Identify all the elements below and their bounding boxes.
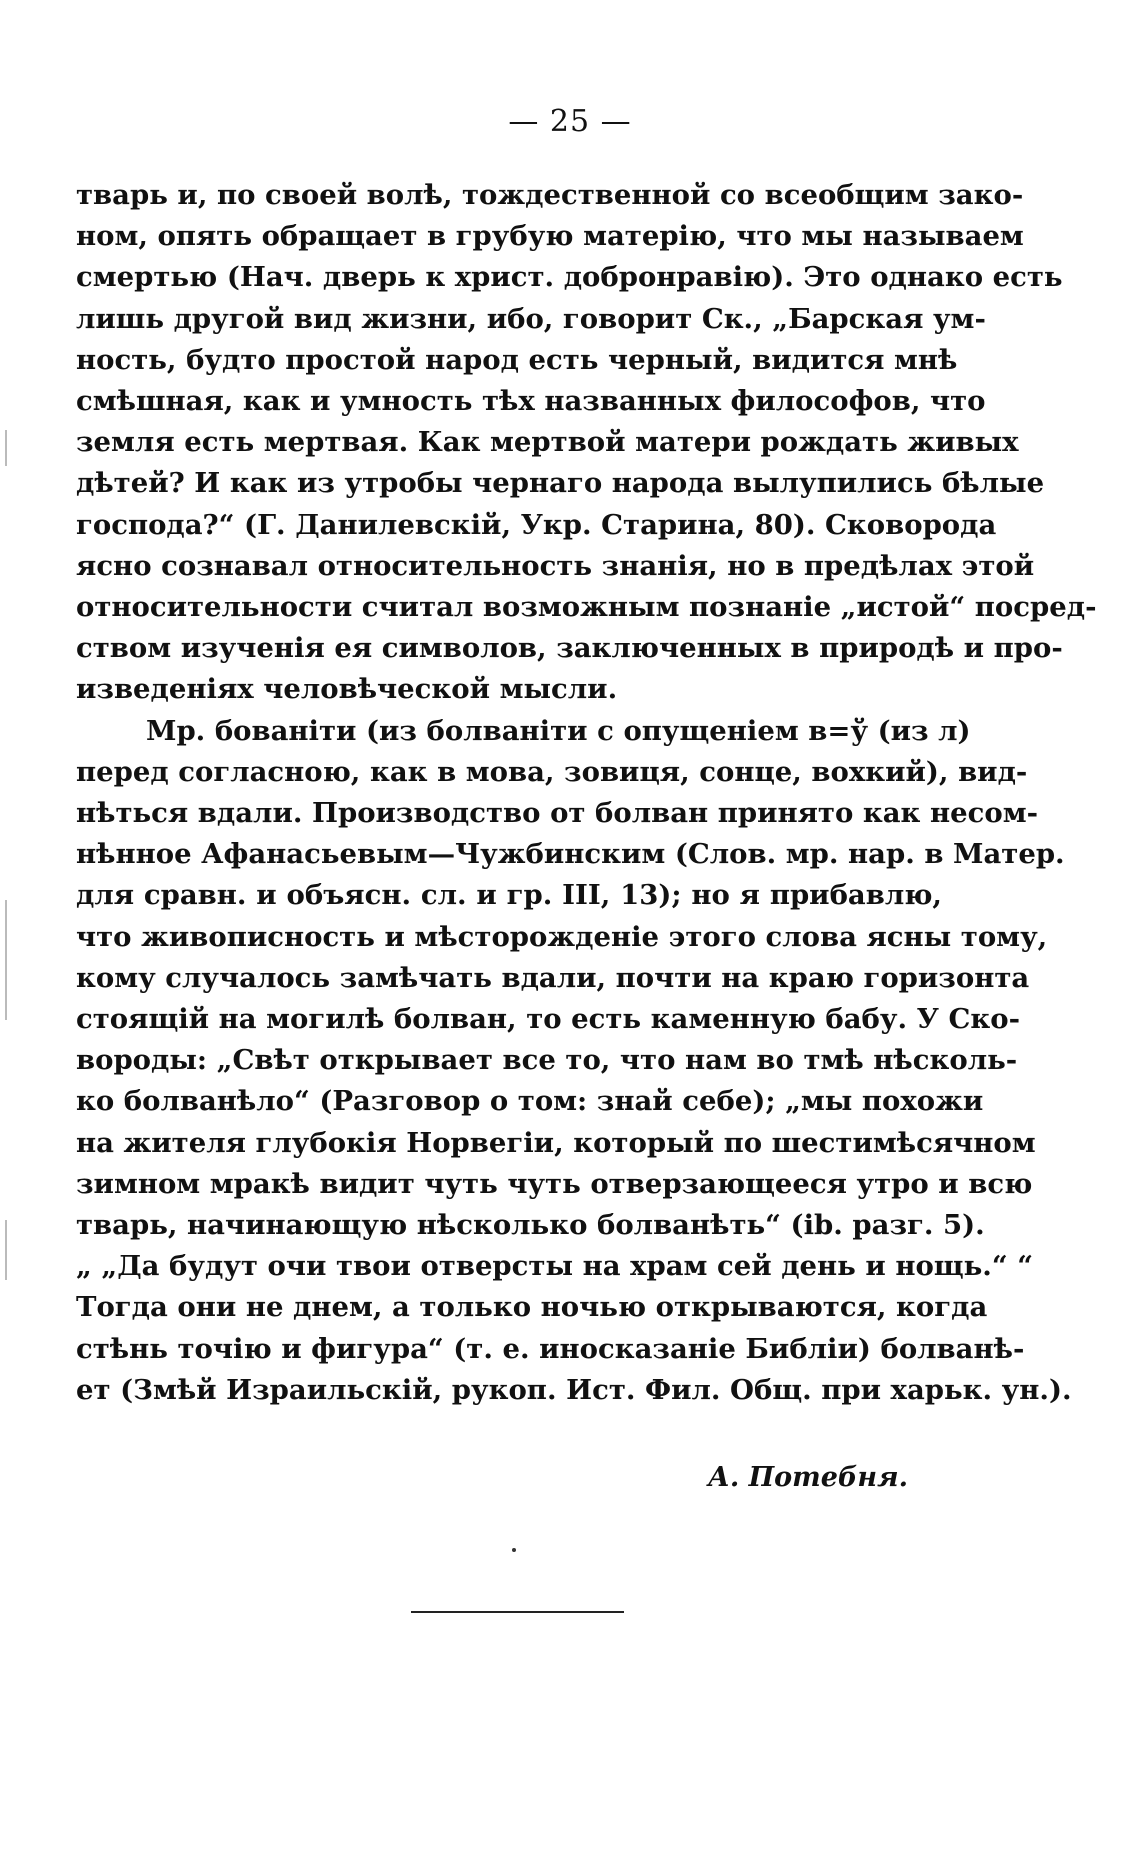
text-line: „ „Да будут очи твои отверсты на храм сей день и нощь.“ “ [76,1250,1034,1283]
text-line: ет (Змѣй Израильскій, рукоп. Ист. Фил. Общ. при харьк. ун.). [76,1373,1072,1406]
text-line: на жителя глубокія Норвегіи, который по шестимѣсячном [76,1126,1036,1159]
text-line: что живописность и мѣсторожденіе этого слова ясны тому, [76,920,1048,953]
text-line: кому случалось замѣчать вдали, почти на краю горизонта [76,961,1030,994]
scan-margin-mark [5,430,7,466]
text-line: для сравн. и объясн. сл. и гр. III, 13); но я прибавлю, [76,879,942,912]
author-signature: А. Потебня. [707,1462,908,1493]
paragraph-2 [76,711,1072,1411]
text-line: тварь и, по своей волѣ, тождественной со всеобщим зако- [76,179,1024,211]
text-line: смѣшная, как и умность тѣх названных философов, что [76,385,986,418]
text-line: Мр. бованіти (из болваніти с опущеніем в=ў (из л) [146,714,971,747]
text-line: ном, опять обращает в грубую матерію, что мы называем [76,220,1024,253]
text-line: перед согласною, как в мова, зовиця, сонце, вохкий), вид- [76,755,1028,788]
page-number: — 25 — [508,104,632,139]
text-line: ко болванѣло“ (Разговор о том: знай себе); „мы похожи [76,1085,984,1118]
scan-margin-mark [5,900,7,1020]
section-end-rule [411,1611,624,1613]
text-line: лишь другой вид жизни, ибо, говорит Ск., „Барская ум- [76,302,986,335]
body-text [76,175,1097,1411]
text-line: тварь, начинающую нѣсколько болванѣть“ (ib. разг. 5). [76,1209,985,1242]
text-line: вороды: „Свѣт открывает все то, что нам во тмѣ нѣсколь- [76,1044,1018,1077]
text-line: стѣнь точію и фигура“ (т. е. иносказаніе Библіи) болванѣ- [76,1332,1025,1365]
text-line: изведеніях человѣческой мысли. [76,673,618,706]
decorative-dot [512,1548,516,1552]
text-line: дѣтей? И как из утробы чернаго народа вылупились бѣлые [76,467,1045,500]
text-line: относительности считал возможным познаніе „истой“ посред- [76,591,1097,624]
text-line: нѣться вдали. Производство от болван принято как несом- [76,797,1039,830]
text-line: господа?“ (Г. Данилевскій, Укр. Старина, 80). Сковорода [76,508,997,541]
text-line: ность, будто простой народ есть черный, видится мнѣ [76,343,958,376]
text-line: зимном мракѣ видит чуть чуть отверзающееся утро и всю [76,1167,1033,1200]
scan-margin-mark [5,1220,7,1280]
text-line: ясно сознавал относительность знанія, но в предѣлах этой [76,549,1035,582]
text-line: смертью (Нач. дверь к христ. добронравію). Это однако есть [76,261,1063,294]
text-line: нѣнное Афанасьевым—Чужбинским (Слов. мр. нар. в Матер. [76,838,1065,871]
text-line: ством изученія ея символов, заключенных в природѣ и про- [76,632,1063,665]
text-line: земля есть мертвая. Как мертвой матери рождать живых [76,426,1019,459]
paragraph-1 [76,175,1097,711]
text-line: стоящій на могилѣ болван, то есть каменную бабу. У Ско- [76,1003,1021,1036]
text-line: Тогда они не днем, а только ночью открываются, когда [76,1291,988,1324]
